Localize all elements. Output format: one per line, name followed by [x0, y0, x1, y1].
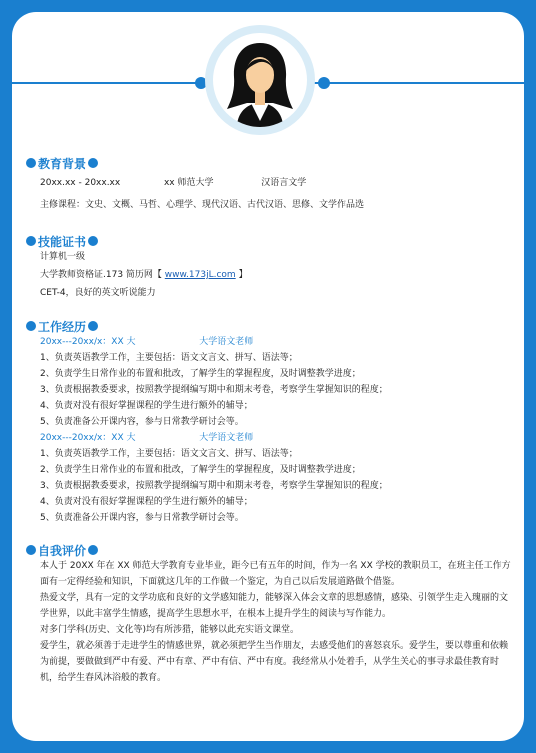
education-period: 20xx.xx - 20xx.xx — [40, 178, 121, 188]
education-title: 教育背景 — [38, 156, 87, 171]
skills-title: 技能证书 — [38, 234, 87, 249]
education-row — [40, 175, 364, 191]
rule-dot-right — [318, 77, 330, 89]
job-duty: 5、负责准备公开课内容，参与日常教学研讨会等。 — [40, 417, 244, 427]
section-dot-icon — [88, 236, 98, 246]
education-school: xx 师范大学 — [163, 178, 214, 188]
job-duty: 4、负责对没有很好掌握课程的学生进行额外的辅导； — [40, 401, 253, 411]
self-eval-paragraph: 热爱文学，具有一定的文学功底和良好的文学感知能力，能够深入体会文章的思想感情，感染、引领学生走入瑰丽的文学世界，以此丰富学生情感，提高学生思想水平，在根本上提升学生的阅读与写作能力。 — [40, 593, 509, 619]
education-major: 汉语言文学 — [261, 178, 307, 188]
job-duty: 3、负责根据教委要求，按照教学提纲编写期中和期末考卷，考察学生掌握知识的程度； — [40, 385, 388, 395]
skill-item: CET-4，良好的英文听说能力 — [40, 288, 156, 298]
job-duty: 2、负责学生日常作业的布置和批改，了解学生的掌握程度，及时调整教学进度； — [40, 465, 361, 475]
work-body — [40, 334, 388, 526]
section-dot-icon — [88, 321, 98, 331]
work-header — [26, 318, 98, 334]
avatar-icon — [213, 33, 307, 127]
job-duty: 1、负责英语教学工作，主要包括：语文文言文、拼写、语法等； — [40, 353, 298, 363]
skills-header — [26, 233, 98, 249]
job-role: 大学语文老师 — [199, 337, 254, 347]
website-link[interactable]: www.173jL.com — [164, 270, 236, 280]
self-eval-paragraph: 爱学生，就必须善于走进学生的情感世界，就必须把学生当作朋友，去感受他们的喜怒哀乐。爱学生，要以尊重和依赖为前提，要做做到严中有爱、严中有章、严中有信、严中有度。我经常从小处着手，从学生关心的事寻求最佳教育时机，给学生春风沐浴般的教育。 — [40, 641, 509, 683]
section-dot-icon — [26, 158, 36, 168]
self-eval-paragraph: 本人于 20XX 年在 XX 师范大学教育专业毕业，距今已有五年的时间，作为一名 XX 学校的教职员工，在班主任工作方面有一定得经验和知识，下面就这几年的工作做一个鉴定，为自己以后发展道路做个借鉴。 — [40, 561, 511, 587]
skill-item: 计算机一级 — [40, 252, 86, 262]
self-eval-body — [40, 558, 514, 686]
job-heading — [40, 334, 388, 350]
job-period: 20xx---20xx/x：XX 大 — [40, 433, 136, 443]
job-duty: 4、负责对没有很好掌握课程的学生进行额外的辅导； — [40, 497, 253, 507]
work-title: 工作经历 — [38, 319, 87, 334]
section-dot-icon — [26, 321, 36, 331]
self-eval-title: 自我评价 — [38, 543, 87, 558]
section-dot-icon — [26, 236, 36, 246]
job-heading — [40, 430, 388, 446]
job-role: 大学语文老师 — [199, 433, 254, 443]
job-duty: 1、负责英语教学工作，主要包括：语文文言文、拼写、语法等； — [40, 449, 298, 459]
self-eval-header — [26, 542, 98, 558]
education-courses: 主修课程：文史、文概、马哲、心理学、现代汉语、古代汉语、思修、文学作品选 — [40, 200, 365, 210]
skills-body — [40, 249, 248, 301]
section-dot-icon — [88, 158, 98, 168]
job-period: 20xx---20xx/x：XX 大 — [40, 337, 136, 347]
job-duty: 5、负责准备公开课内容，参与日常教学研讨会等。 — [40, 513, 244, 523]
education-body — [40, 175, 364, 213]
self-eval-paragraph: 对多门学科(历史、文化等)均有所涉猎，能够以此充实语文课堂。 — [40, 625, 300, 635]
avatar — [213, 33, 307, 127]
section-dot-icon — [26, 545, 36, 555]
job-duty: 3、负责根据教委要求，按照教学提纲编写期中和期末考卷，考察学生掌握知识的程度； — [40, 481, 388, 491]
skill-item-certificate: 大学教师资格证.173 简历网【 www.173jL.com 】 — [40, 270, 248, 280]
education-header — [26, 155, 98, 171]
section-dot-icon — [88, 545, 98, 555]
job-duty: 2、负责学生日常作业的布置和批改，了解学生的掌握程度，及时调整教学进度； — [40, 369, 361, 379]
